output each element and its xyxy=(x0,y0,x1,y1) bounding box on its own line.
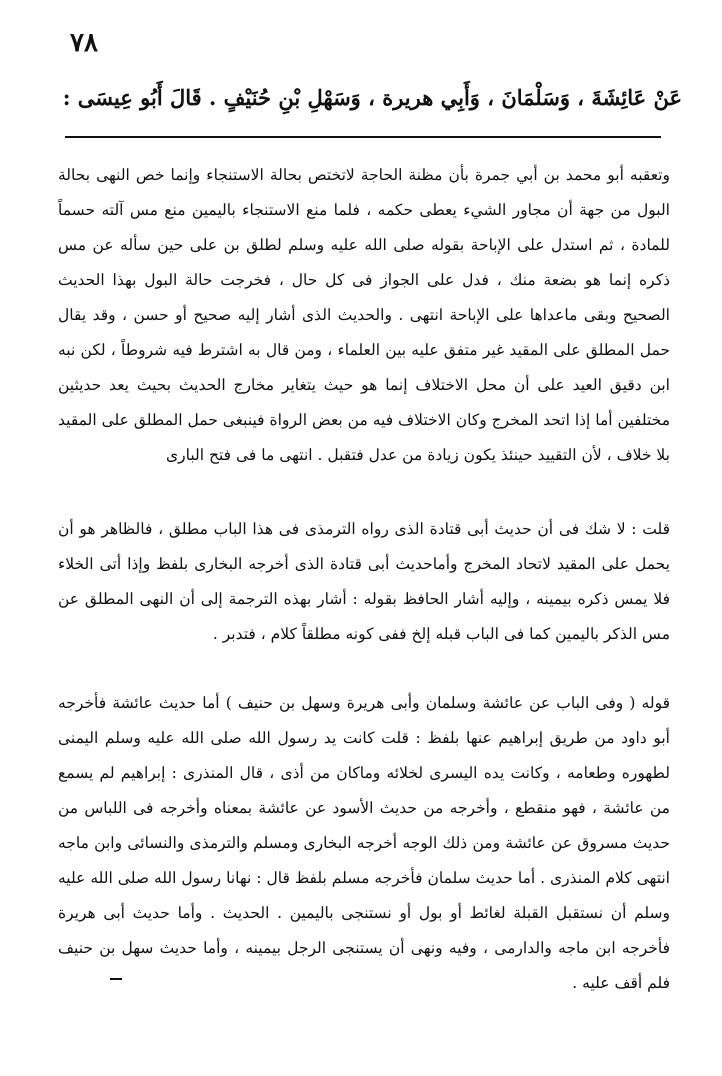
hadith-header-text: عَنْ عَائِشَةَ ، وَسَلْمَانَ ، وَأَبِي هريرة ، وَسَهْلِ بْنِ حُنَيْفٍ . قَالَ أَبُو عِيسَى : xyxy=(62,85,682,110)
commentary-paragraph-3 xyxy=(58,686,670,1001)
commentary-paragraph-1 xyxy=(58,158,670,473)
commentary-paragraph-2 xyxy=(58,512,670,652)
header-divider xyxy=(65,136,661,138)
footer-mark xyxy=(110,978,122,980)
paragraph-text: قوله ( وفى الباب عن عائشة وسلمان وأبى هريرة وسهل بن حنيف ) أما حديث عائشة فأخرجه أبو داود من طريق إبراهيم عنها بلفظ : قلت كانت يد رسول الله صلى الله عليه وسلم اليمنى لطهوره وطعامه ، وكانت يده اليسرى لخلائه وماكان من أذى ، قال المنذرى : إبراهيم لم يسمع من عائشة ، فهو منقطع ، وأخرجه من حديث الأسود عن عائشة بمعناه وأخرجه فى اللباس من حديث مسروق عن عائشة ومن ذلك الوجه أخرجه البخارى ومسلم والترمذى والنسائى وابن ماجه انتهى كلام المنذرى . أما حديث سلمان فأخرجه مسلم بلفظ قال : نهانا رسول الله صلى الله عليه وسلم أن نستقبل القبلة لغائط أو بول أو نستنجى باليمين . الحديث . وأما حديث أبى هريرة فأخرجه ابن ماجه والدارمى ، وفيه ونهى أن يستنجى الرجل بيمينه ، وأما حديث سهل بن حنيف فلم أقف عليه . xyxy=(58,694,670,992)
paragraph-text: قلت : لا شك فى أن حديث أبى قتادة الذى رواه الترمذى فى هذا الباب مطلق ، فالظاهر هو أن يحمل على المقيد لاتحاد المخرج وأماحديث أبى قتادة الذى أخرجه البخارى بلفظ وإذا أتى الخلاء فلا يمس ذكره بيمينه ، وإليه أشار الحافظ بقوله : أشار بهذه الترجمة إلى أن النهى المطلق عن مس الذكر باليمين كما فى الباب قبله إلخ ففى كونه مطلقاً كلام ، فتدبر . xyxy=(58,520,670,643)
page-number: ٧٨ xyxy=(70,28,98,58)
paragraph-text: وتعقبه أبو محمد بن أبي جمرة بأن مظنة الحاجة لاتختص بحالة الاستنجاء وإنما خص النهى بحالة البول من جهة أن مجاور الشيء يعطى حكمه ، فلما منع الاستنجاء باليمين منع مس آلته حسماً للمادة ، ثم استدل على الإباحة بقوله صلى الله عليه وسلم لطلق بن على حين سأله عن مس ذكره إنما هو بضعة منك ، فدل على الجواز فى كل حال ، فخرجت حالة البول بهذا الحديث الصحيح وبقى ماعداها على الإباحة انتهى . والحديث الذى أشار إليه صحيح أو حسن ، وقد يقال حمل المطلق على المقيد غير متفق عليه بين العلماء ، ومن قال به اشترط فيه شروطاً ، لكن نبه ابن دقيق العيد على أن محل الاختلاف إنما هو حيث يتغاير مخارج الحديث بحيث يعد حديثين مختلفين أما إذا اتحد المخرج وكان الاختلاف فيه من بعض الرواة فينبغى حمل المطلق على المقيد بلا خلاف ، لأن التقييد حينئذ يكون زيادة من عدل فتقبل . انتهى ما فى فتح البارى xyxy=(58,166,670,464)
